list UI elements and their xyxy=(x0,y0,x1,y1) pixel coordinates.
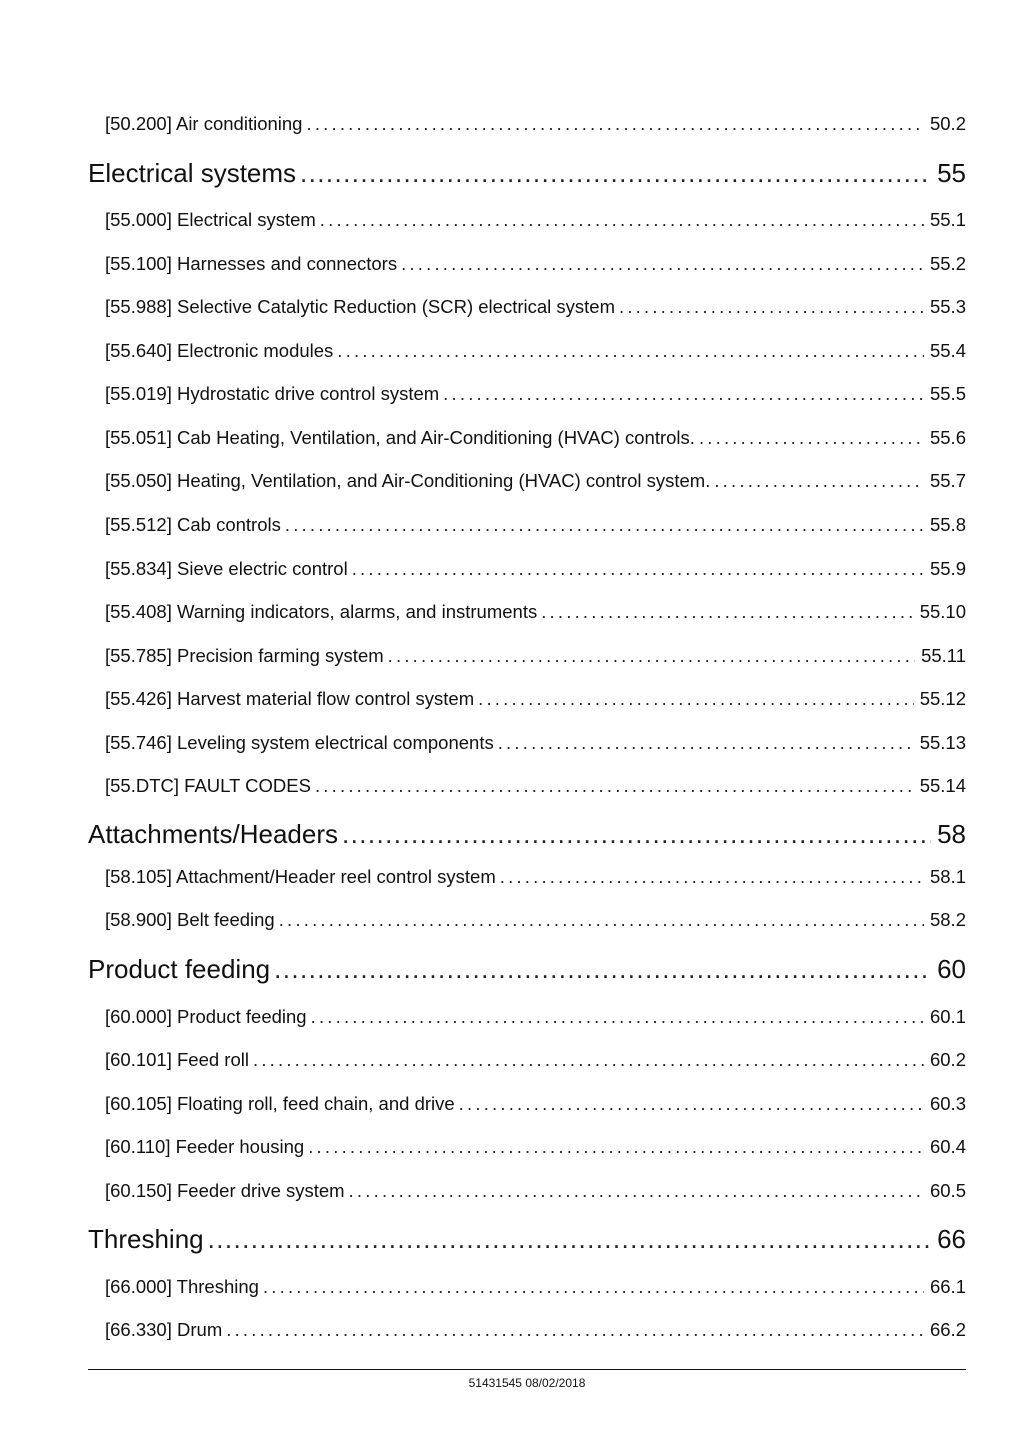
leader-dots xyxy=(308,1136,924,1158)
toc-entry-title: [66.330] Drum xyxy=(105,1319,223,1340)
toc-entry-page: 50.2 xyxy=(929,113,966,134)
toc-entry-page: 60.5 xyxy=(929,1180,966,1201)
toc-entry-title: [55.100] Harnesses and connectors xyxy=(105,253,398,274)
toc-section-title: Threshing xyxy=(88,1224,204,1254)
toc-entry-title: [58.105] Attachment/Header reel control system xyxy=(105,866,496,887)
toc-entry-title: [55.988] Selective Catalytic Reduction (SCR) electrical system xyxy=(105,296,615,317)
toc-entry-page: 55.14 xyxy=(919,775,966,796)
toc-entry[interactable] xyxy=(105,113,966,135)
toc-entry-page: 58.1 xyxy=(929,866,966,887)
toc-entry-page: 55.6 xyxy=(929,427,966,448)
toc-entry[interactable] xyxy=(105,1180,966,1202)
leader-dots xyxy=(388,645,915,667)
toc-entry-title: [55.426] Harvest material flow control system xyxy=(105,688,475,709)
toc-entry[interactable] xyxy=(105,775,966,797)
toc-entry-page: 55.12 xyxy=(919,688,966,709)
toc-entry-page: 55.3 xyxy=(929,296,966,317)
toc-entry-page: 58.2 xyxy=(929,909,966,930)
toc-entry-page: 55.9 xyxy=(929,558,966,579)
toc-entry-page: 55.2 xyxy=(929,253,966,274)
toc-entry[interactable] xyxy=(105,470,966,492)
leader-dots xyxy=(352,558,924,580)
toc-entry-title: [60.150] Feeder drive system xyxy=(105,1180,345,1201)
toc-section-page: 58 xyxy=(937,819,966,849)
leader-dots xyxy=(226,1319,924,1341)
toc-entry-page: 55.10 xyxy=(919,601,966,622)
toc-section[interactable] xyxy=(88,954,966,985)
toc-entry-title: [60.101] Feed roll xyxy=(105,1049,249,1070)
toc-entry-title: [55.051] Cab Heating, Ventilation, and Air-Conditioning (HVAC) controls. xyxy=(105,427,695,448)
toc-entry[interactable] xyxy=(105,209,966,231)
toc-entry[interactable] xyxy=(105,601,966,623)
leader-dots xyxy=(274,954,931,985)
toc-entry-page: 66.2 xyxy=(929,1319,966,1340)
leader-dots xyxy=(253,1049,924,1071)
leader-dots xyxy=(306,113,924,135)
toc-entry-title: [50.200] Air conditioning xyxy=(105,113,303,134)
toc-entry-title: [66.000] Threshing xyxy=(105,1276,259,1297)
toc-entry[interactable] xyxy=(105,514,966,536)
toc-entry-page: 55.4 xyxy=(929,340,966,361)
toc-entry-title: [55.512] Cab controls xyxy=(105,514,281,535)
toc-entry-page: 60.4 xyxy=(929,1136,966,1157)
toc-section[interactable] xyxy=(88,1224,966,1255)
toc-entry-title: [55.785] Precision farming system xyxy=(105,645,384,666)
leader-dots xyxy=(500,866,924,888)
footer-doc-id: 51431545 08/02/2018 xyxy=(468,1376,586,1390)
leader-dots xyxy=(498,732,914,754)
leader-dots xyxy=(263,1276,924,1298)
leader-dots xyxy=(619,296,924,318)
toc-section-page: 66 xyxy=(937,1224,966,1254)
leader-dots xyxy=(311,1006,924,1028)
leader-dots xyxy=(541,601,913,623)
toc-entry-title: [60.105] Floating roll, feed chain, and drive xyxy=(105,1093,455,1114)
toc-entry-title: [55.019] Hydrostatic drive control system xyxy=(105,383,440,404)
toc-entry[interactable] xyxy=(105,340,966,362)
leader-dots xyxy=(349,1180,924,1202)
footer-divider xyxy=(88,1369,966,1370)
toc-entry-title: [55.640] Electronic modules xyxy=(105,340,334,361)
toc-entry-page: 55.1 xyxy=(929,209,966,230)
toc-entry[interactable] xyxy=(105,383,966,405)
leader-dots xyxy=(342,819,931,850)
toc-entry-title: [55.408] Warning indicators, alarms, and instruments xyxy=(105,601,538,622)
toc-entry-page: 60.3 xyxy=(929,1093,966,1114)
leader-dots xyxy=(285,514,924,536)
toc-section-title: Attachments/Headers xyxy=(88,819,339,849)
toc-section-page: 60 xyxy=(937,954,966,984)
leader-dots xyxy=(300,158,931,189)
toc-entry-page: 55.7 xyxy=(929,470,966,491)
toc-entry[interactable] xyxy=(105,1136,966,1158)
toc-entry[interactable] xyxy=(105,866,966,888)
leader-dots xyxy=(699,427,924,449)
toc-entry[interactable] xyxy=(105,1319,966,1341)
toc-entry[interactable] xyxy=(105,1093,966,1115)
leader-dots xyxy=(279,909,924,931)
toc-entry-page: 66.1 xyxy=(929,1276,966,1297)
toc-entry-page: 60.2 xyxy=(929,1049,966,1070)
toc-entry[interactable] xyxy=(105,1049,966,1071)
toc-entry-title: [60.000] Product feeding xyxy=(105,1006,307,1027)
toc-entry-title: [55.746] Leveling system electrical components xyxy=(105,732,494,753)
toc-entry[interactable] xyxy=(105,909,966,931)
leader-dots xyxy=(337,340,924,362)
leader-dots xyxy=(401,253,924,275)
toc-section-title: Product feeding xyxy=(88,954,271,984)
toc-entry[interactable] xyxy=(105,688,966,710)
toc-entry[interactable] xyxy=(105,732,966,754)
toc-entry-title: [58.900] Belt feeding xyxy=(105,909,275,930)
toc-entry-page: 55.13 xyxy=(919,732,966,753)
leader-dots xyxy=(315,775,914,797)
toc-entry-page: 55.5 xyxy=(929,383,966,404)
toc-entry-title: [55.050] Heating, Ventilation, and Air-Conditioning (HVAC) control system. xyxy=(105,470,711,491)
toc-entry-page: 60.1 xyxy=(929,1006,966,1027)
toc-entry[interactable] xyxy=(105,427,966,449)
toc-entry-title: [60.110] Feeder housing xyxy=(105,1136,305,1157)
toc-entry-title: [55.834] Sieve electric control xyxy=(105,558,348,579)
toc-section[interactable] xyxy=(88,158,966,189)
toc-entry-page: 55.8 xyxy=(929,514,966,535)
toc-entry[interactable] xyxy=(105,1006,966,1028)
toc-entry-title: [55.000] Electrical system xyxy=(105,209,316,230)
toc-section[interactable] xyxy=(88,819,966,850)
toc-entry[interactable] xyxy=(105,296,966,318)
leader-dots xyxy=(320,209,924,231)
leader-dots xyxy=(208,1224,931,1255)
toc-entry-title: [55.DTC] FAULT CODES xyxy=(105,775,311,796)
toc-entry[interactable] xyxy=(105,558,966,580)
leader-dots xyxy=(478,688,914,710)
toc-entry[interactable] xyxy=(105,645,966,667)
toc-section-page: 55 xyxy=(937,158,966,188)
toc-entry[interactable] xyxy=(105,253,966,275)
leader-dots xyxy=(443,383,924,405)
toc-section-title: Electrical systems xyxy=(88,158,297,188)
toc-entry-page: 55.11 xyxy=(921,645,966,666)
leader-dots xyxy=(459,1093,924,1115)
leader-dots xyxy=(714,470,924,492)
toc-entry[interactable] xyxy=(105,1276,966,1298)
